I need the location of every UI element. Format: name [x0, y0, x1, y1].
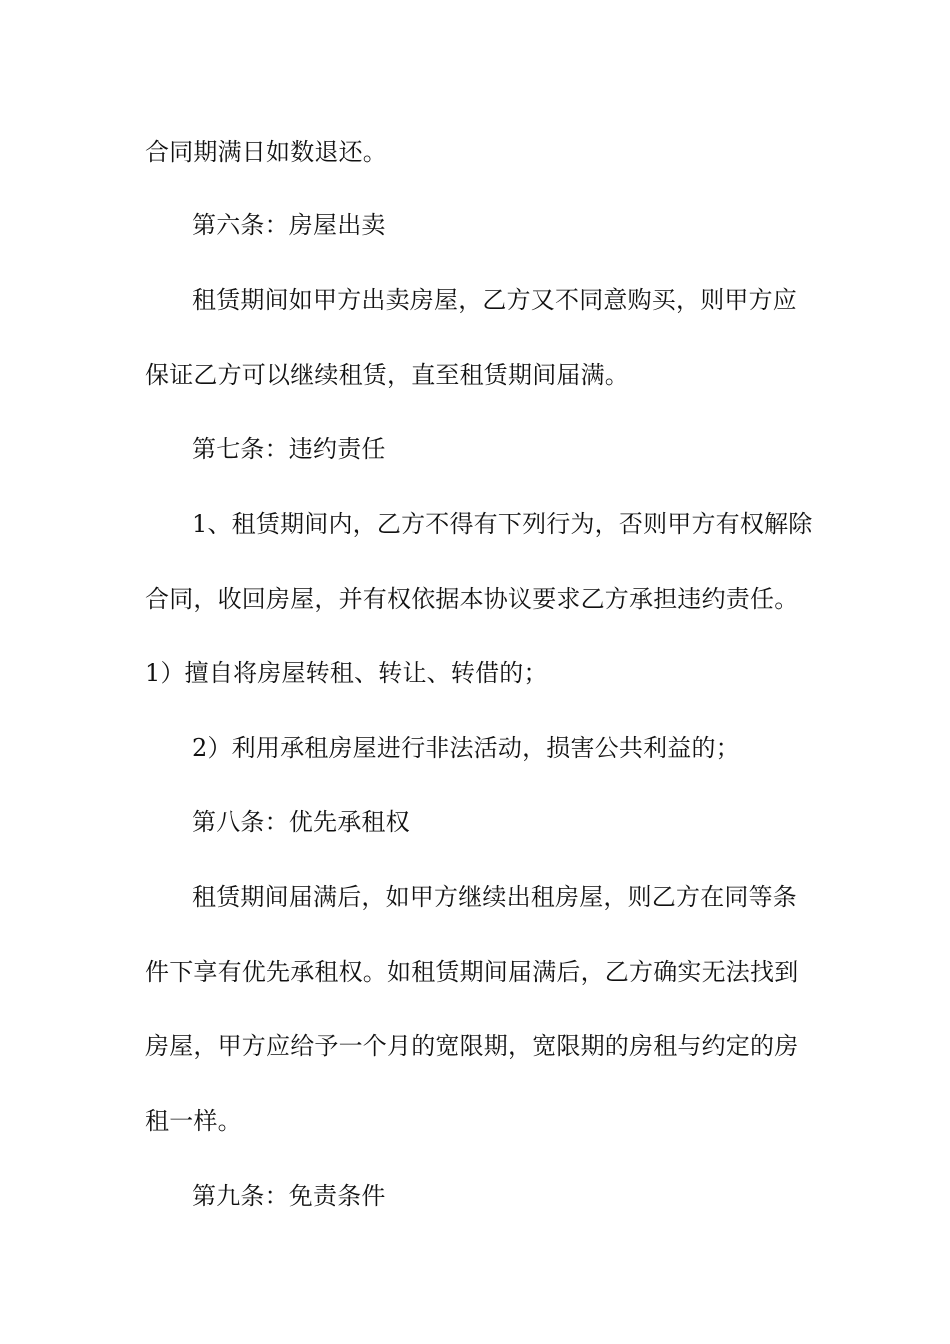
text-line: 件下享有优先承租权。如租赁期间届满后，乙方确实无法找到	[145, 958, 799, 986]
text-line: 合同，收回房屋，并有权依据本协议要求乙方承担违约责任。	[145, 585, 799, 613]
text-line: 1、租赁期间内，乙方不得有下列行为，否则甲方有权解除	[192, 510, 813, 538]
section-heading: 第六条：房屋出卖	[192, 211, 386, 239]
text-line: 保证乙方可以继续租赁，直至租赁期间届满。	[145, 361, 629, 389]
text-line: 租赁期间如甲方出卖房屋，乙方又不同意购买，则甲方应	[192, 286, 797, 314]
list-item: 1）擅自将房屋转租、转让、转借的；	[145, 659, 548, 687]
section-heading: 第七条：违约责任	[192, 435, 386, 463]
text-line: 房屋，甲方应给予一个月的宽限期，宽限期的房租与约定的房	[145, 1032, 799, 1060]
section-heading: 第九条：免责条件	[192, 1182, 386, 1210]
text-line: 租一样。	[145, 1107, 242, 1135]
section-heading: 第八条：优先承租权	[192, 808, 410, 836]
text-line: 租赁期间届满后，如甲方继续出租房屋，则乙方在同等条	[192, 883, 797, 911]
text-line: 合同期满日如数退还。	[145, 138, 387, 166]
list-item: 2）利用承租房屋进行非法活动，损害公共利益的；	[192, 734, 740, 762]
